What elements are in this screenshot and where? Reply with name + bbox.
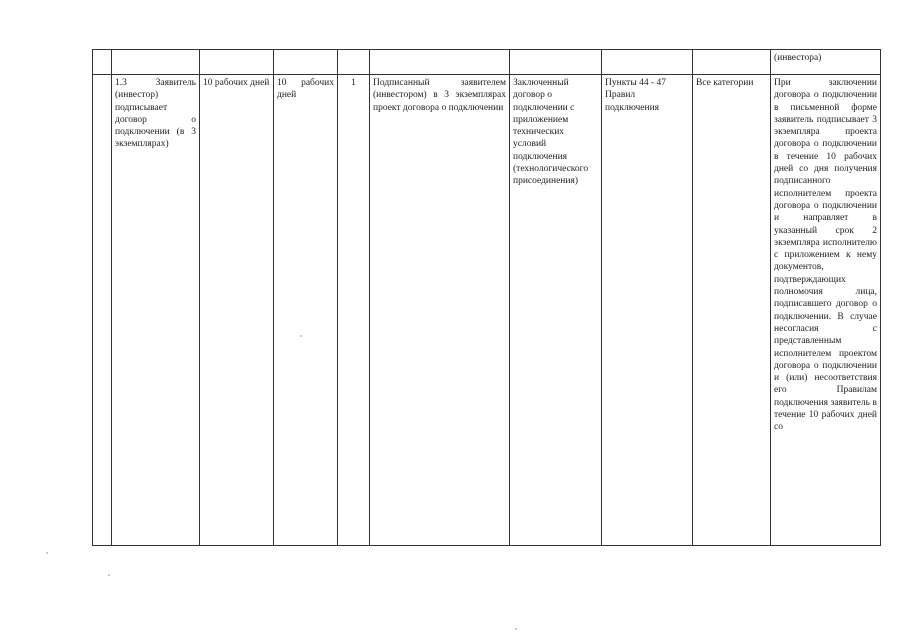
table-margin-cell <box>93 50 112 75</box>
term-max-cell: 10 рабочих дней <box>200 75 274 546</box>
comment-cell: При заключении договора о подключении в письменной форме заявитель подписывает 3 экземпляра проекта договора о подключении в течение 10 рабочих дней со дня получения подписанного исполнителем проекта договора о подключении и направляет в указанный срок 2 экземпляра исполнителю с приложением к нему документов, подтверждающих полномочия лица, подписавшего договор о подключении. В случае несогласия с представленным исполнителем проектом договора о подключении и (или) несоответствия его Правилам подключения заявитель в течение 10 рабочих дней со <box>771 75 881 546</box>
table-margin-cell <box>93 75 112 546</box>
stage-cell: 1.3 Заявитель (инвестор) подписывает договор о подключении (в 3 экземплярах) <box>112 75 200 546</box>
table-cell <box>112 50 200 75</box>
table-cell <box>370 50 510 75</box>
table-cell <box>602 50 693 75</box>
legal-basis-cell: Пункты 44 - 47 Правил подключения <box>602 75 693 546</box>
table-cell <box>200 50 274 75</box>
categories-cell: Все категории <box>693 75 771 546</box>
scan-speck <box>46 552 48 554</box>
table-cell <box>693 50 771 75</box>
input-docs-cell: Подписанный заявителем (инвестором) в 3 экземплярах проект договора о подключении <box>370 75 510 546</box>
procedure-table <box>92 49 881 546</box>
term-min-cell: 10 рабочих дней <box>274 75 338 546</box>
step-count-cell: 1 <box>338 75 370 546</box>
table-cell <box>338 50 370 75</box>
table-cell-comment-tail: (инвестора) <box>771 50 881 75</box>
scan-speck <box>515 628 517 630</box>
table-row <box>93 75 881 546</box>
table-row-continued <box>93 50 881 75</box>
scan-speck <box>300 335 302 337</box>
table-cell <box>274 50 338 75</box>
table-cell <box>510 50 602 75</box>
result-cell: Заключенный договор о подключении с приложением технических условий подключения (технологического присоединения) <box>510 75 602 546</box>
scan-speck <box>108 574 110 576</box>
